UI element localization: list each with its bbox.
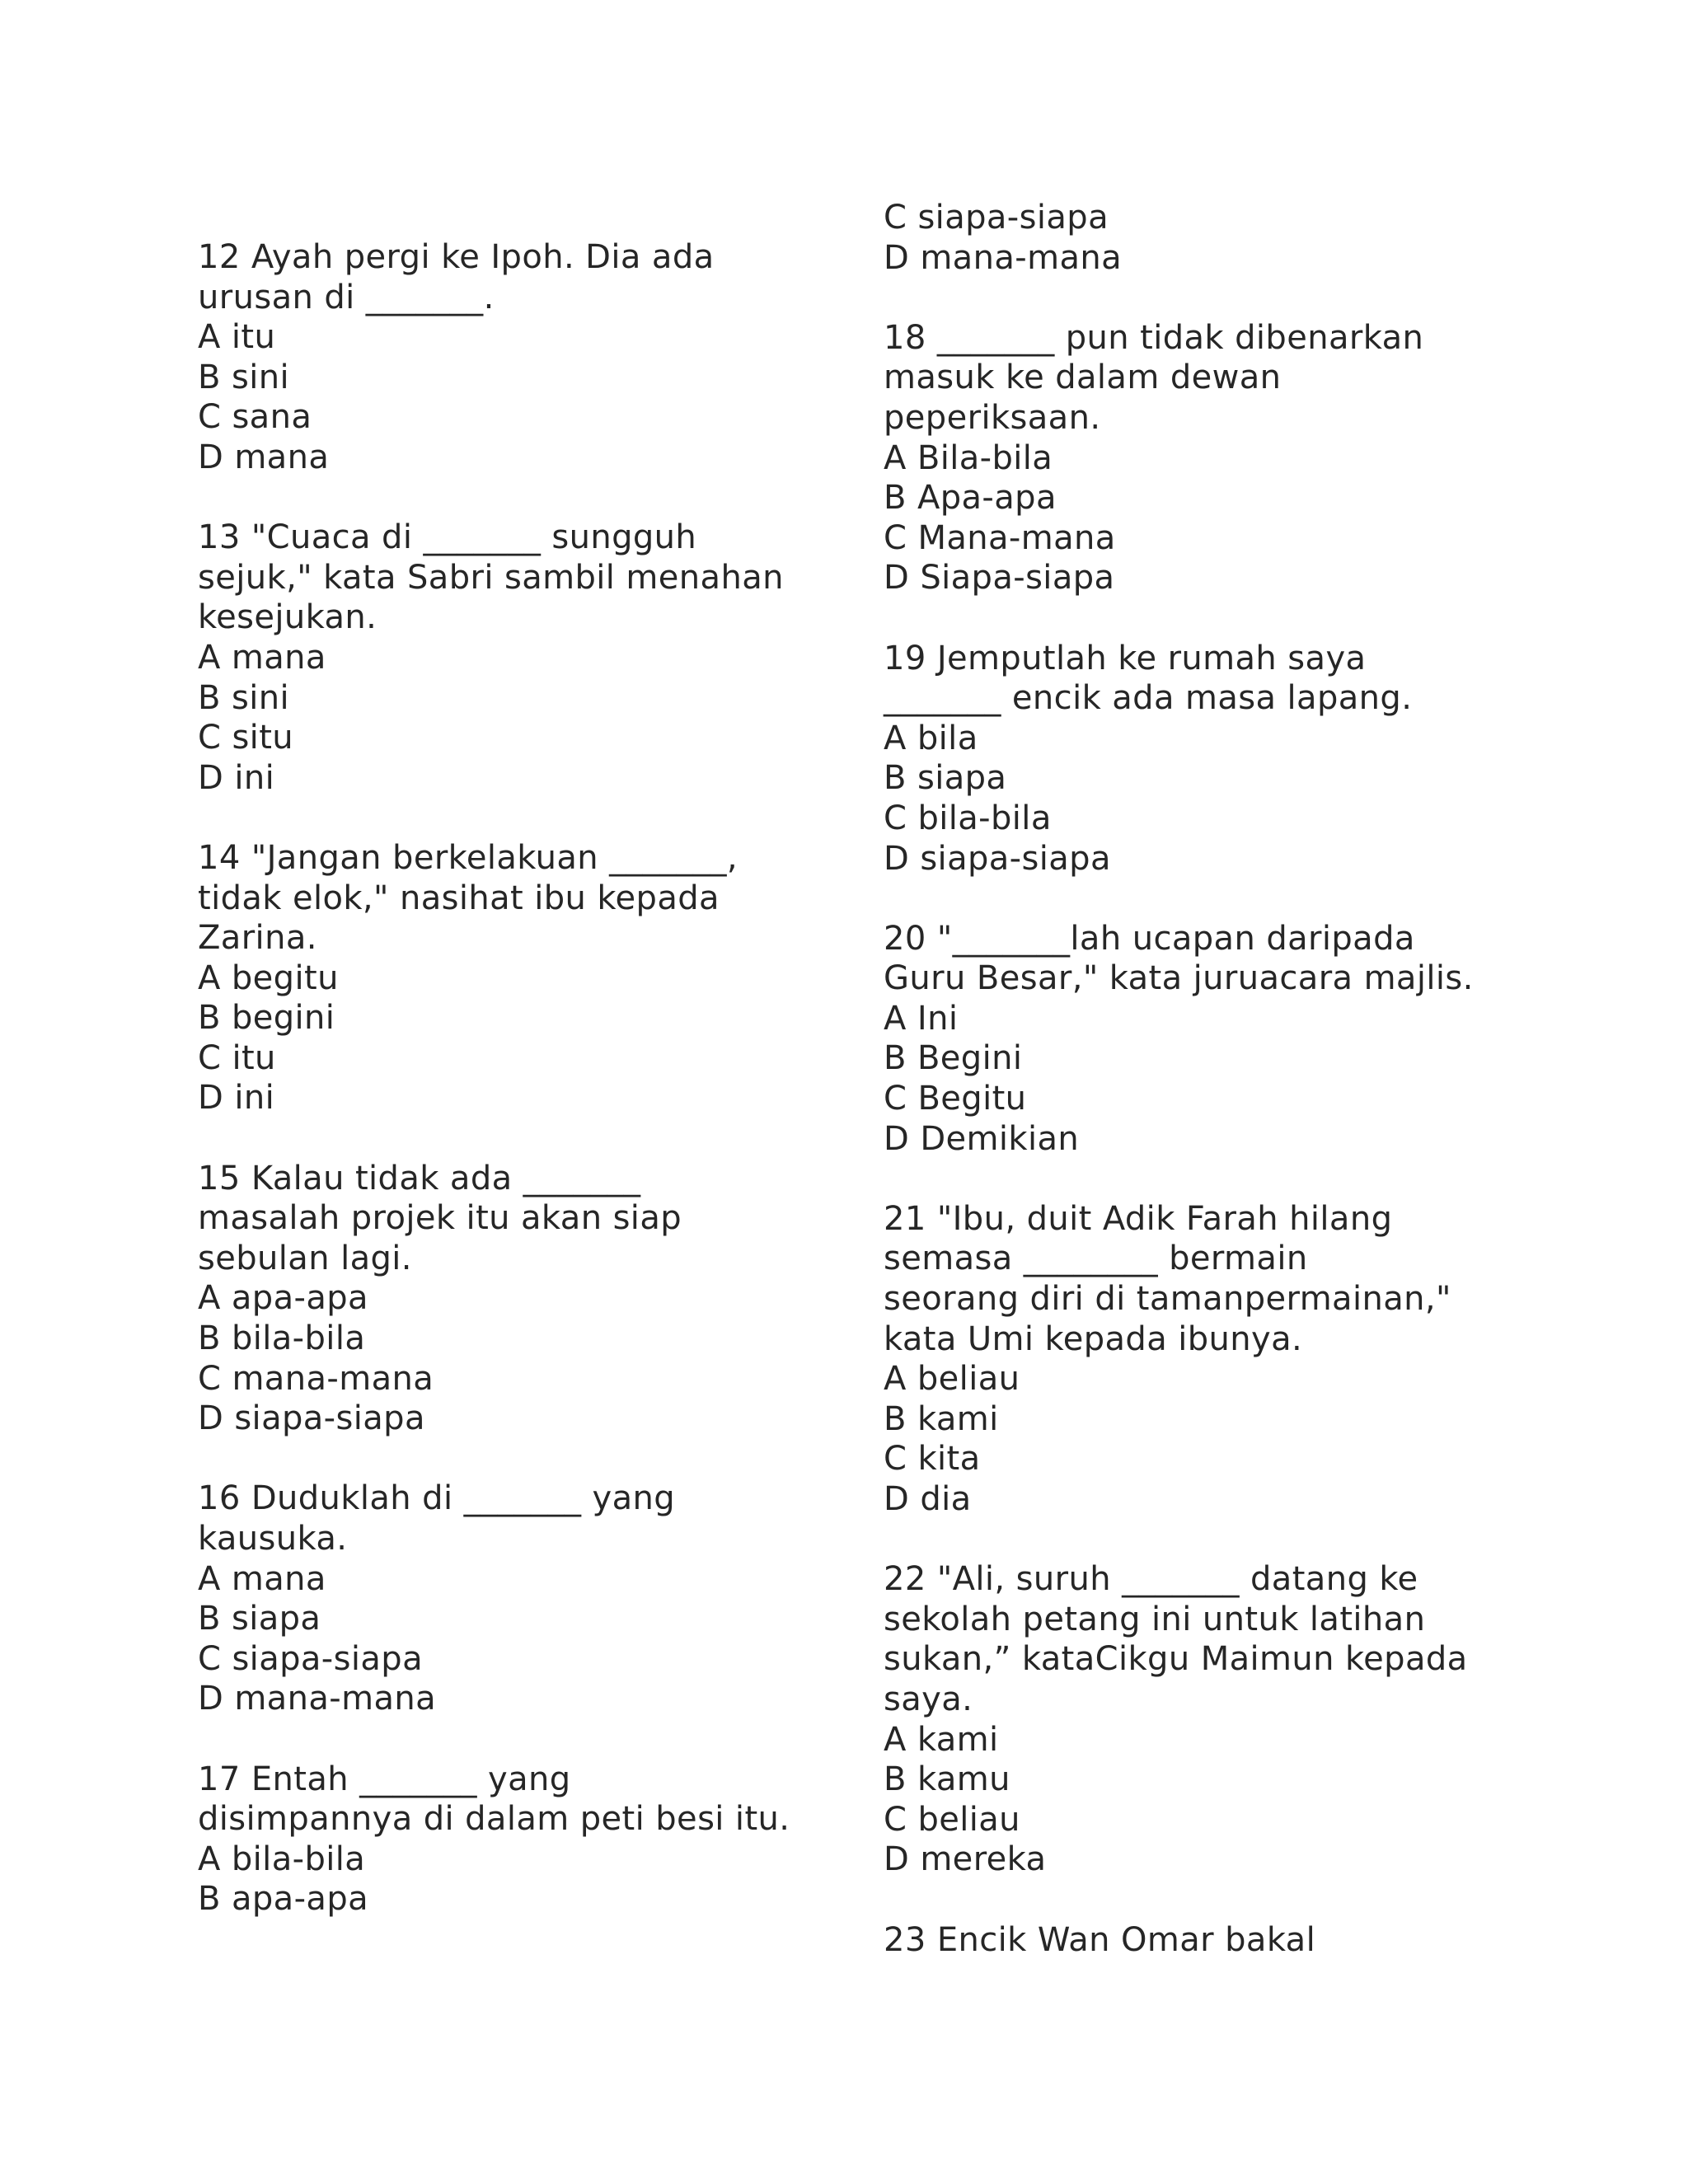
question-stem-line: _______ encik ada masa lapang.: [884, 679, 1413, 718]
question-stem-line: peperiksaan.: [884, 398, 1101, 437]
answer-option: B Apa-apa: [884, 479, 1057, 518]
answer-option: B sini: [198, 678, 289, 717]
answer-option: A Bila-bila: [884, 438, 1053, 477]
question-stem-line: sebulan lagi.: [198, 1239, 412, 1277]
question-stem-line: Zarina.: [198, 919, 317, 958]
answer-option: D Siapa-siapa: [884, 559, 1115, 598]
answer-option: A kami: [884, 1720, 999, 1759]
answer-option: C beliau: [884, 1800, 1020, 1839]
answer-option: C bila-bila: [884, 799, 1052, 837]
answer-option: D ini: [198, 1079, 275, 1118]
answer-option: A apa-apa: [198, 1279, 368, 1318]
answer-option: C itu: [198, 1038, 276, 1077]
answer-option: C siapa-siapa: [884, 199, 1109, 237]
question-stem-line: sejuk," kata Sabri sambil menahan: [198, 558, 784, 597]
question-block: [884, 1199, 1568, 1520]
answer-option: A mana: [198, 638, 326, 677]
question-stem-line: kausuka.: [198, 1520, 348, 1558]
answer-option: C sana: [198, 398, 312, 437]
question-block: [884, 318, 1568, 598]
question-stem-line: masuk ke dalam dewan: [884, 359, 1282, 397]
answer-option: D mereka: [884, 1840, 1047, 1879]
answer-option: D mana-mana: [198, 1680, 437, 1718]
left-column: [198, 237, 882, 1919]
answer-option: A beliau: [884, 1360, 1020, 1399]
question-stem-line: 20 "_______lah ucapan daripada: [884, 919, 1415, 958]
answer-option: A Ini: [884, 999, 959, 1038]
question-stem-line: 12 Ayah pergi ke Ipoh. Dia ada: [198, 238, 715, 276]
question-stem-line: kesejukan.: [198, 598, 377, 637]
answer-option: C Begitu: [884, 1080, 1027, 1118]
answer-option: A itu: [198, 318, 276, 357]
question-stem-line: sukan,” kataCikgu Maimun kepada: [884, 1640, 1468, 1679]
question-stem-line: 22 "Ali, suruh _______ datang ke: [884, 1560, 1418, 1599]
question-stem-line: 18 _______ pun tidak dibenarkan: [884, 318, 1424, 357]
question-stem-line: Guru Besar," kata juruacara majlis.: [884, 959, 1474, 998]
question-stem-line: 14 "Jangan berkelakuan _______,: [198, 838, 738, 877]
question-stem-line: seorang diri di tamanpermainan,": [884, 1280, 1451, 1319]
answer-option: D mana: [198, 438, 330, 476]
answer-option: B apa-apa: [198, 1880, 369, 1919]
question-stem-line: kata Umi kepada ibunya.: [884, 1319, 1303, 1358]
question-stem-line: saya.: [884, 1680, 973, 1718]
answer-option: B kamu: [884, 1760, 1010, 1799]
answer-option: A bila: [884, 719, 978, 757]
question-stem-line: disimpannya di dalam peti besi itu.: [198, 1800, 790, 1839]
answer-option: D siapa-siapa: [198, 1399, 425, 1438]
question-block: [198, 518, 882, 798]
question-block: [198, 838, 882, 1118]
question-stem-line: semasa ________ bermain: [884, 1240, 1308, 1278]
answer-option: B kami: [884, 1399, 999, 1438]
answer-option: B Begini: [884, 1039, 1023, 1078]
answer-option: B begini: [198, 999, 335, 1038]
question-block: [884, 1920, 1568, 1961]
answer-option: D mana-mana: [884, 238, 1123, 277]
answer-option: D dia: [884, 1480, 972, 1518]
answer-option: C kita: [884, 1440, 981, 1479]
answer-option: D ini: [198, 758, 275, 797]
answer-option: B siapa: [198, 1600, 321, 1638]
question-stem-line: sekolah petang ini untuk latihan: [884, 1600, 1426, 1638]
question-stem-line: 15 Kalau tidak ada _______: [198, 1159, 641, 1197]
question-block: [884, 1559, 1568, 1880]
question-block: [198, 1479, 882, 1719]
question-block: [198, 1760, 882, 1919]
question-block: [198, 1159, 882, 1439]
answer-option: C Mana-mana: [884, 518, 1116, 557]
question-stem-line: 19 Jemputlah ke rumah saya: [884, 639, 1367, 677]
answer-option: B sini: [198, 358, 289, 396]
right-column: [884, 198, 1568, 1960]
question-stem-line: 13 "Cuaca di _______ sungguh: [198, 518, 697, 557]
answer-option: A mana: [198, 1559, 326, 1598]
question-stem-line: 23 Encik Wan Omar bakal: [884, 1920, 1316, 1959]
answer-option: D siapa-siapa: [884, 839, 1111, 878]
answer-option: A begitu: [198, 958, 339, 997]
answer-option: B bila-bila: [198, 1319, 366, 1358]
question-stem-line: 17 Entah _______ yang: [198, 1760, 571, 1798]
question-stem-line: masalah projek itu akan siap: [198, 1199, 682, 1238]
answer-option: C situ: [198, 719, 294, 757]
question-block: [884, 919, 1568, 1160]
question-stem-line: 16 Duduklah di _______ yang: [198, 1479, 676, 1518]
question-stem-line: tidak elok," nasihat ibu kepada: [198, 879, 720, 917]
answer-option: C mana-mana: [198, 1359, 434, 1398]
continued-options: [884, 198, 1568, 278]
question-stem-line: 21 "Ibu, duit Adik Farah hilang: [884, 1199, 1393, 1238]
answer-option: A bila-bila: [198, 1840, 366, 1878]
answer-option: B siapa: [884, 759, 1007, 798]
answer-option: D Demikian: [884, 1119, 1080, 1158]
question-block: [884, 639, 1568, 879]
question-block: [198, 237, 882, 478]
right-questions: [884, 318, 1568, 1960]
question-stem-line: urusan di _______.: [198, 278, 495, 316]
answer-option: C siapa-siapa: [198, 1639, 424, 1678]
